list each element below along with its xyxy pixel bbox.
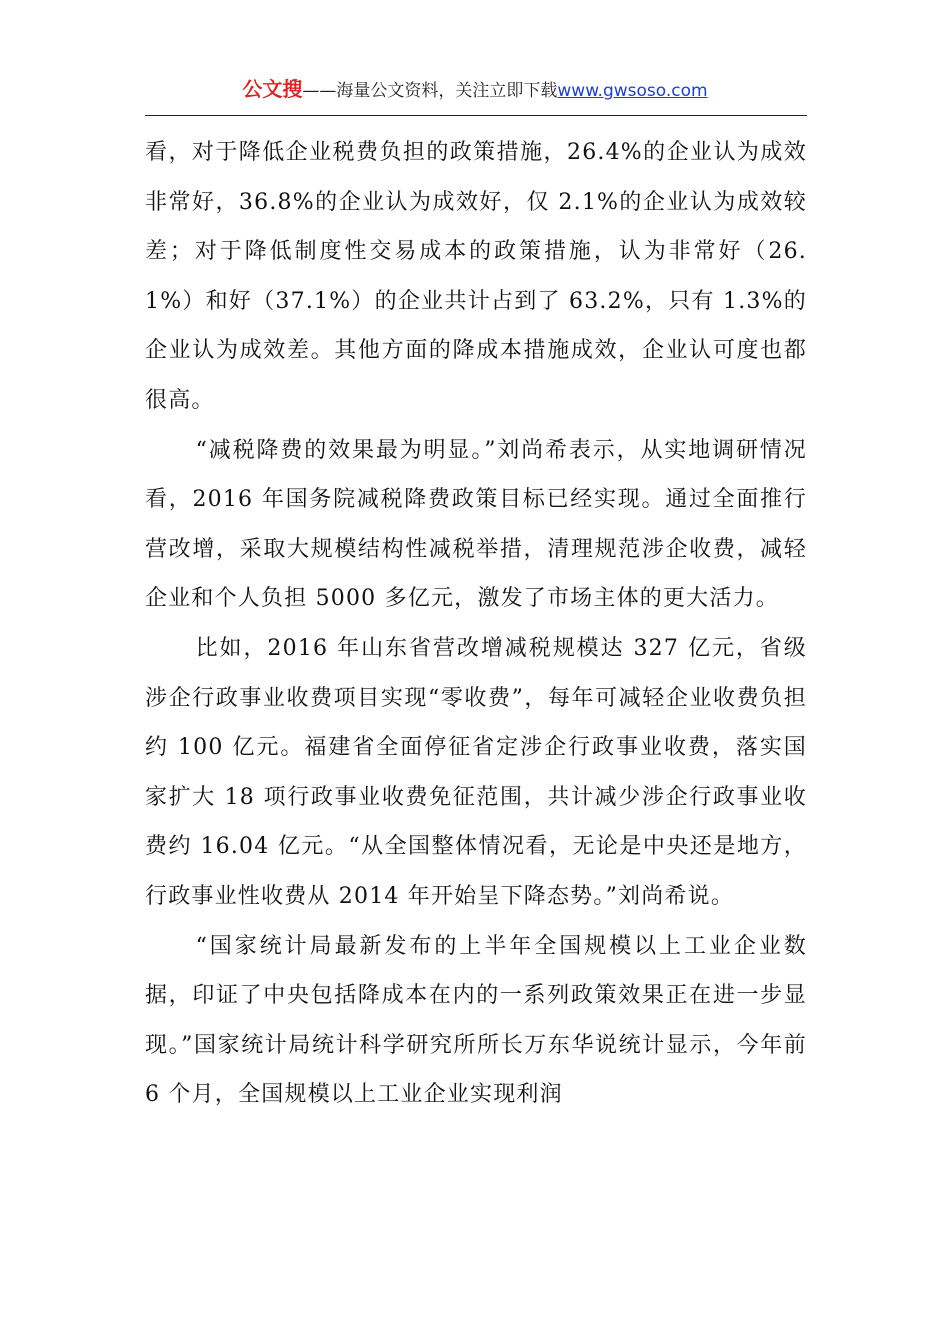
brand-logo: 公文搜: [242, 77, 303, 101]
header-tagline: ——海量公文资料，关注立即下载: [302, 81, 558, 101]
document-body: [145, 128, 807, 1120]
page-header: [145, 74, 805, 104]
paragraph-1: 看，对于降低企业税费负担的政策措施，26.4%的企业认为成效非常好，36.8%的企业认为成效好，仅 2.1%的企业认为成效较差；对于降低制度性交易成本的政策措施，认为非常好（26.1%）和好（37.1%）的企业共计占到了 63.2%，只有 1.3%的企业认为成效差。其他方面的降成本措施成效，企业认可度也都很高。: [145, 140, 807, 413]
header-divider: [145, 115, 807, 116]
paragraph-2: “减税降费的效果最为明显。”刘尚希表示，从实地调研情况看，2016 年国务院减税降费政策目标已经实现。通过全面推行营改增，采取大规模结构性减税举措，清理规范涉企收费，减轻企业和个人负担 5000 多亿元，激发了市场主体的更大活力。: [145, 437, 807, 612]
paragraph-3: 比如，2016 年山东省营改增减税规模达 327 亿元，省级涉企行政事业收费项目实现“零收费”，每年可减轻企业收费负担约 100 亿元。福建省全面停征省定涉企行政事业收费，落实国家扩大 18 项行政事业收费免征范围，共计减少涉企行政事业收费约 16.04 亿元。“从全国整体情况看，无论是中央还是地方，行政事业性收费从 2014 年开始呈下降态势。”刘尚希说。: [145, 635, 807, 909]
paragraph-4: “国家统计局最新发布的上半年全国规模以上工业企业数据，印证了中央包括降成本在内的一系列政策效果正在进一步显现。”国家统计局统计科学研究所所长万东华说统计显示，今年前 6 个月，全国规模以上工业企业实现利润: [145, 933, 807, 1108]
header-website-link[interactable]: www.gwsoso.com: [557, 81, 708, 101]
